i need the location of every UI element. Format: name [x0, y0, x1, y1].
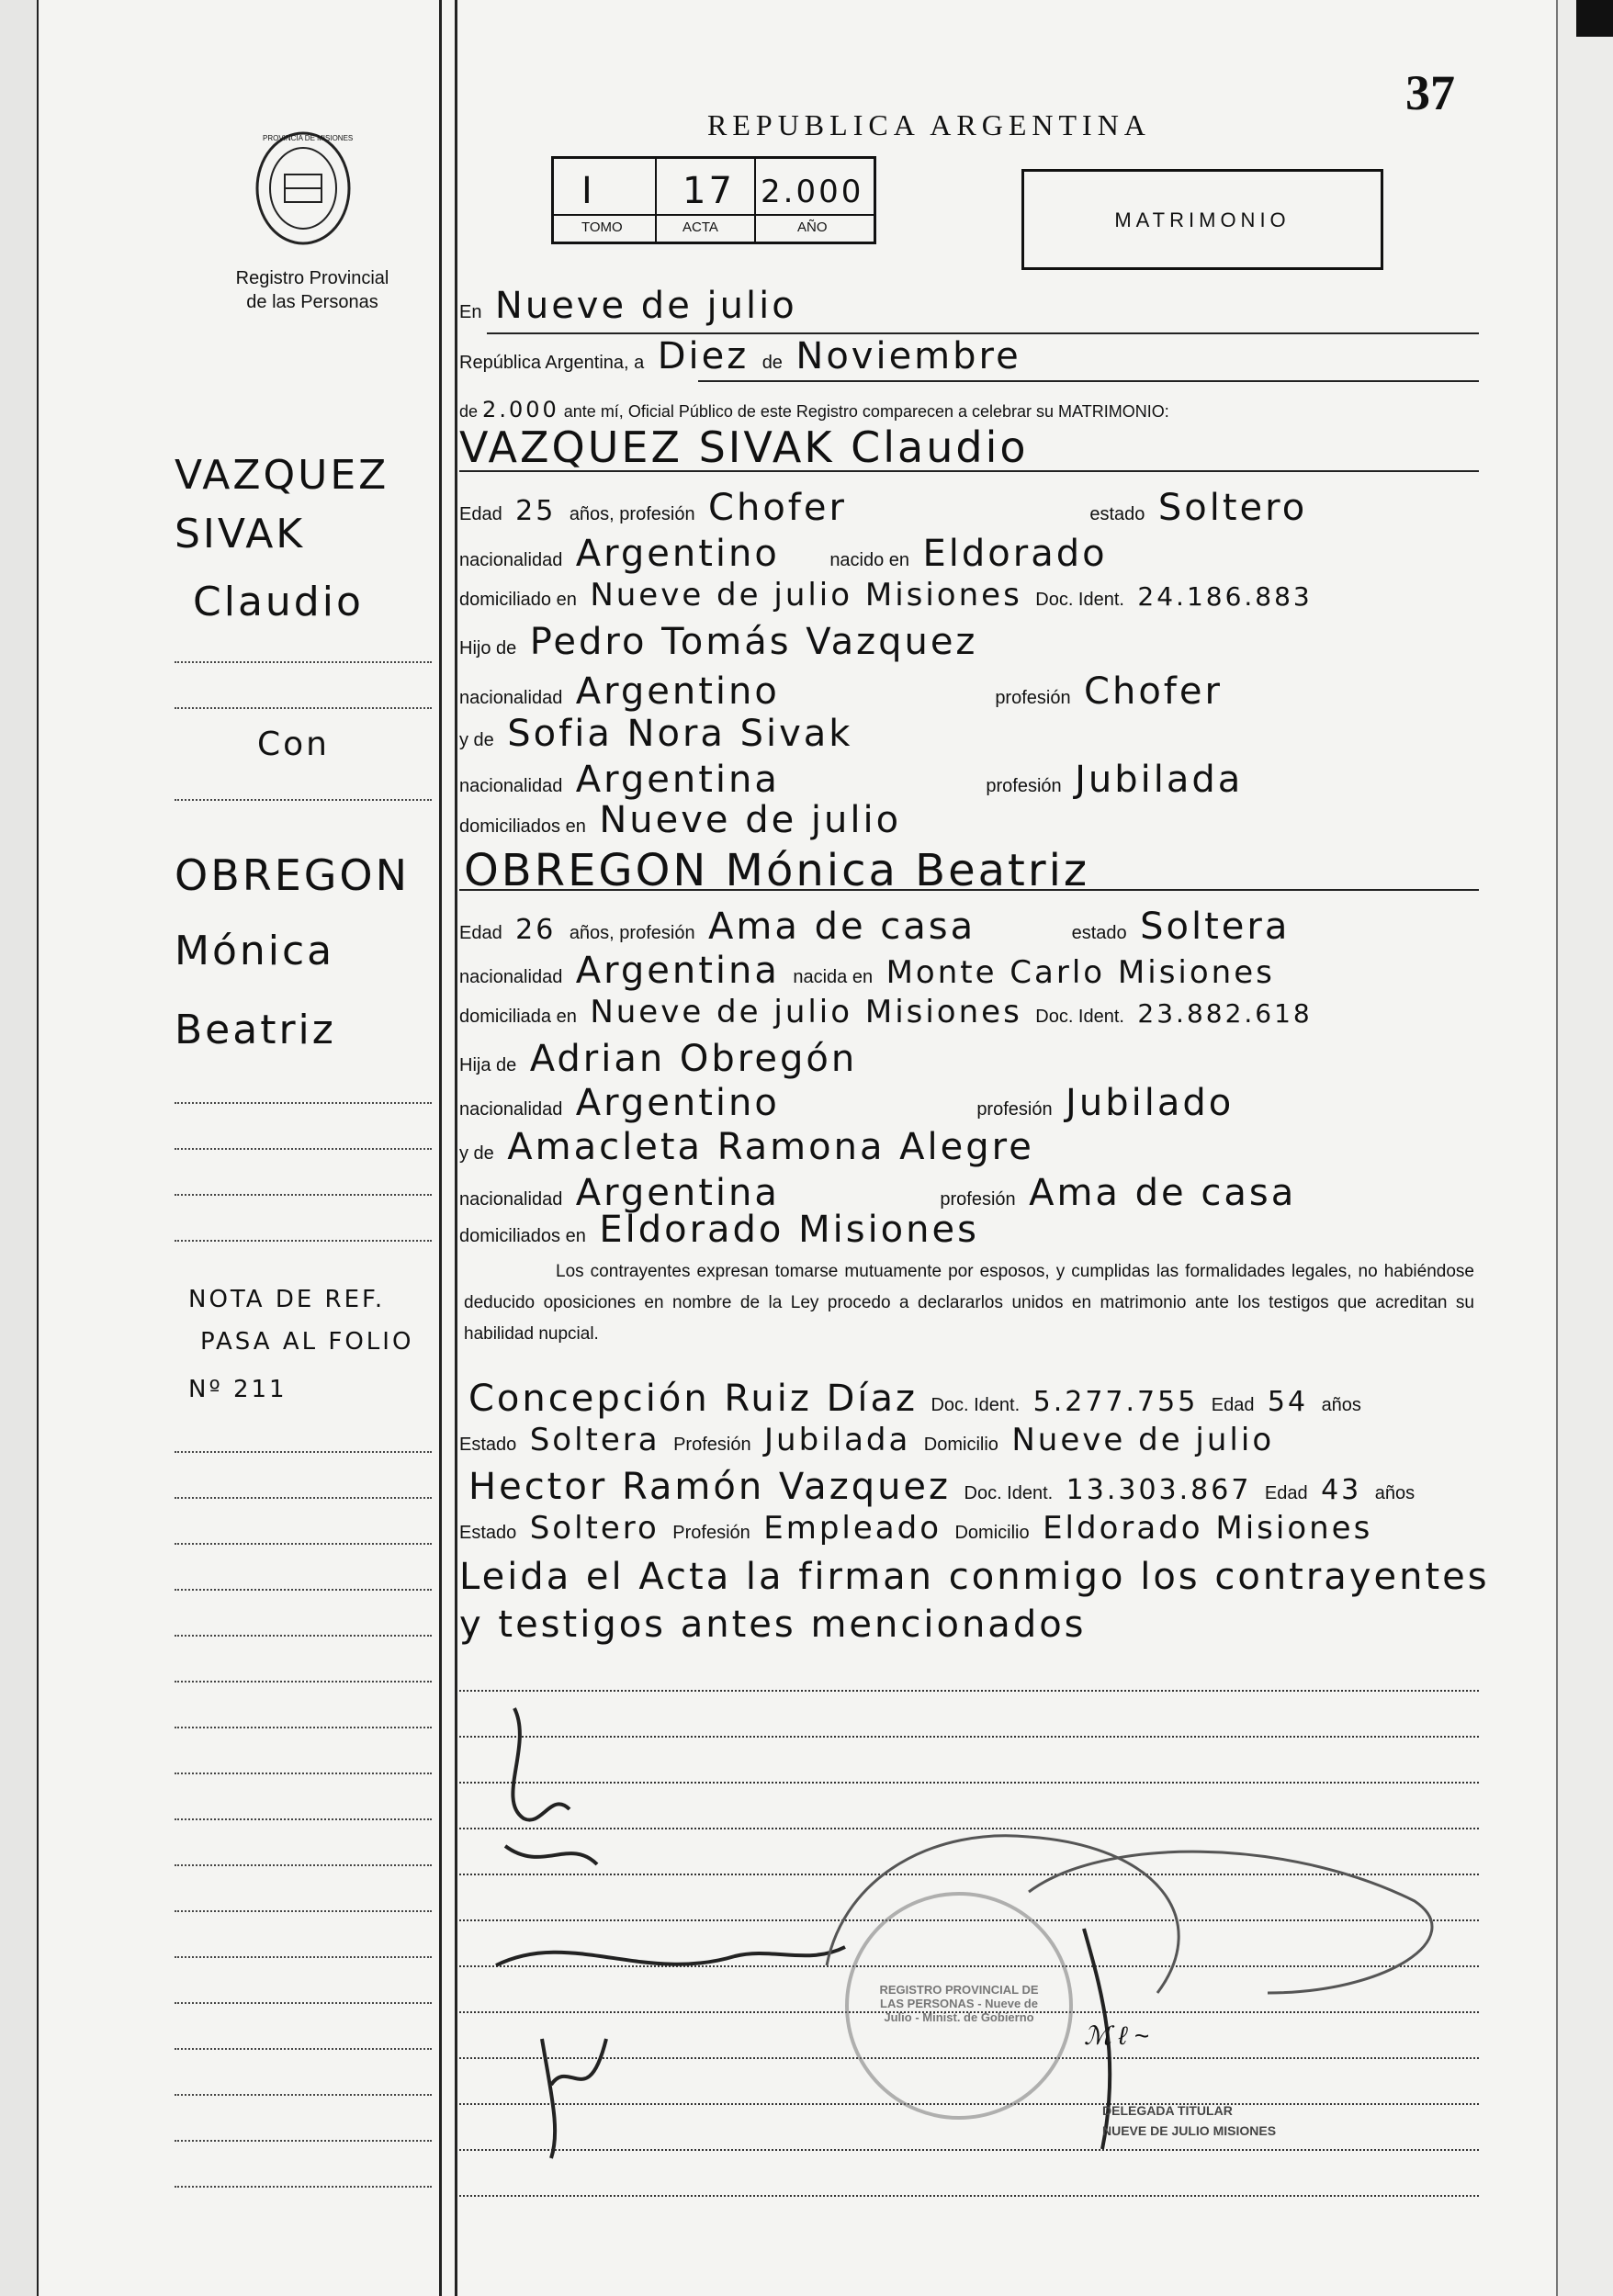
note-line1: NOTA DE REF. — [188, 1286, 386, 1313]
acta-value: 17 — [682, 170, 735, 212]
witness1-estado: Soltera — [529, 1422, 660, 1458]
bride-mother: Amacleta Ramona Alegre — [507, 1126, 1034, 1168]
profesion-label: Profesión — [672, 1523, 750, 1543]
anos-label: años, profesión — [569, 923, 695, 943]
domiciliada-label: domiciliada en — [459, 1007, 577, 1027]
margin-groom-given: Claudio — [193, 579, 364, 625]
bride-doc: 23.882.618 — [1137, 998, 1313, 1029]
registry-line2: de las Personas — [246, 292, 378, 312]
hija-label: Hija de — [459, 1055, 517, 1075]
bride-domicile: Nueve de julio Misiones — [590, 994, 1022, 1030]
edad-label: Edad — [459, 923, 502, 943]
groom-father: Pedro Tomás Vazquez — [529, 621, 978, 663]
domicilio-label: Domicilio — [923, 1435, 998, 1455]
domiciliados-label: domiciliados en — [459, 816, 586, 837]
bride-marital: Soltera — [1140, 906, 1291, 948]
row-groom-mother — [459, 713, 1479, 757]
seal-text: PROVINCIA DE MISIONES — [263, 134, 354, 142]
row-bride-father — [459, 1038, 1479, 1082]
year-value: 2.000 — [482, 397, 559, 422]
row-witness2-name — [459, 1466, 1479, 1510]
province-seal-icon — [253, 129, 354, 248]
tomo-value: I — [581, 170, 595, 212]
ano-value: 2.000 — [761, 174, 864, 210]
row-witness2-info — [459, 1510, 1479, 1554]
nacida-label: nacida en — [793, 967, 874, 987]
yde-label: y de — [459, 1143, 494, 1164]
official-stamp-line1: DELEGADA TITULAR — [1102, 2103, 1233, 2118]
acta-label: ACTA — [682, 219, 718, 235]
official-stamp-line2: NUEVE DE JULIO MISIONES — [1102, 2123, 1277, 2138]
row-bride-nat — [459, 950, 1479, 994]
place-value: Nueve de julio — [494, 285, 797, 327]
declaration-text: Los contrayentes expresan tomarse mutuamente por esposos, y cumplidas las formalidades legales, no habiéndose deducido oposiciones en nombre de la Ley procedo a declararlos unidos en matrimonio ante los testigos que acreditan su habilidad nupcial. — [464, 1262, 1474, 1344]
row-year — [459, 397, 1488, 422]
row-date — [459, 335, 1479, 379]
page-number: 37 — [1405, 65, 1455, 120]
right-page-edge — [1556, 0, 1613, 2296]
row-groom-father-nat — [459, 670, 1479, 715]
anos-label: años — [1321, 1395, 1361, 1415]
estado-label: Estado — [459, 1435, 517, 1455]
bride-birthplace: Monte Carlo Misiones — [885, 954, 1275, 991]
bride-profession: Ama de casa — [708, 906, 976, 948]
hijo-label: Hijo de — [459, 638, 517, 658]
witness2-name: Hector Ramón Vazquez — [468, 1466, 952, 1508]
estado-label: estado — [1071, 923, 1127, 943]
nacionalidad-label: nacionalidad — [459, 1099, 563, 1120]
note-line2: PASA AL FOLIO — [200, 1328, 414, 1356]
witness2-doc: 13.303.867 — [1066, 1474, 1252, 1506]
corner — [1576, 0, 1613, 37]
witness2-estado: Soltero — [529, 1510, 660, 1547]
domicilio-label: domiciliado en — [459, 590, 577, 610]
witness1-profession: Jubilada — [764, 1422, 911, 1458]
edad-label: Edad — [1211, 1395, 1255, 1415]
closing-line2: y testigos antes mencionados — [459, 1604, 1087, 1646]
de-label: de — [761, 353, 783, 373]
bride-father-prof: Jubilado — [1066, 1082, 1235, 1124]
profesion-label: profesión — [986, 776, 1062, 796]
margin-bride-surname: OBREGON — [175, 850, 411, 900]
profesion-label: profesión — [976, 1099, 1053, 1120]
nacionalidad-label: nacionalidad — [459, 967, 563, 987]
witness1-domicile: Nueve de julio — [1011, 1422, 1275, 1458]
row-witness1-name — [459, 1378, 1479, 1422]
nacido-label: nacido en — [829, 550, 910, 570]
nacionalidad-label: nacionalidad — [459, 1189, 563, 1210]
edad-label: Edad — [459, 504, 502, 524]
registry-stamp-text: REGISTRO PROVINCIAL DE LAS PERSONAS - Nueve de Julio - Minist. de Gobierno — [879, 1983, 1039, 2024]
note-line3: Nº 211 — [188, 1376, 288, 1403]
witness2-age: 43 — [1321, 1474, 1362, 1506]
bride-father: Adrian Obregón — [529, 1038, 858, 1080]
row-groom-father — [459, 621, 1479, 665]
witness2-domicile: Eldorado Misiones — [1043, 1510, 1373, 1547]
registry-name — [184, 266, 441, 314]
day-value: Diez — [657, 335, 750, 377]
row-bride-mother — [459, 1126, 1479, 1170]
doc-label: Doc. Ident. — [931, 1395, 1021, 1415]
yde-label: y de — [459, 730, 494, 750]
groom-father-nat: Argentino — [575, 670, 780, 713]
groom-profession: Chofer — [708, 487, 847, 529]
bride-full-name: OBREGON Mónica Beatriz — [464, 845, 1090, 896]
groom-mother-nat: Argentina — [575, 759, 780, 801]
witness1-age: 54 — [1267, 1386, 1309, 1418]
bride-parents-domicile: Eldorado Misiones — [599, 1209, 979, 1251]
bride-nationality: Argentina — [575, 950, 780, 992]
en-label: En — [459, 302, 482, 322]
bride-mother-nat: Argentina — [575, 1172, 780, 1214]
country-title: REPUBLICA ARGENTINA — [707, 108, 1151, 141]
row-groom-mother-nat — [459, 759, 1479, 803]
estado-label: estado — [1089, 504, 1145, 524]
profesion-label: profesión — [940, 1189, 1016, 1210]
margin-bride-given1: Mónica — [175, 928, 335, 974]
bride-age: 26 — [515, 914, 557, 946]
groom-mother: Sofia Nora Sivak — [507, 713, 853, 755]
left-page-edge — [0, 0, 39, 2296]
nacionalidad-label: nacionalidad — [459, 550, 563, 570]
doc-type-box — [1021, 169, 1383, 270]
domicilio-label: Domicilio — [954, 1523, 1030, 1543]
witness1-name: Concepción Ruiz Díaz — [468, 1378, 918, 1420]
row-bride-father-nat — [459, 1082, 1479, 1126]
groom-mother-prof: Jubilada — [1075, 759, 1244, 801]
year-prefix: de — [459, 402, 479, 421]
groom-doc: 24.186.883 — [1137, 581, 1313, 612]
domiciliados-label: domiciliados en — [459, 1226, 586, 1246]
doc-type: MATRIMONIO — [1114, 208, 1291, 231]
row-bride-parents-dom — [459, 1209, 1479, 1253]
ano-label: AÑO — [797, 219, 828, 235]
month-value: Noviembre — [795, 335, 1021, 377]
bride-mother-prof: Ama de casa — [1029, 1172, 1297, 1214]
registry-stamp — [845, 1892, 1073, 2120]
anos-label: años — [1374, 1483, 1416, 1503]
row-place — [459, 285, 1479, 329]
row-groom-nat — [459, 533, 1479, 577]
bride-father-nat: Argentino — [575, 1082, 780, 1124]
margin-bride-given2: Beatriz — [175, 1007, 336, 1053]
row-groom-age — [459, 487, 1479, 531]
edad-label: Edad — [1264, 1483, 1308, 1503]
margin-groom-surname1: VAZQUEZ — [175, 452, 389, 499]
groom-marital: Soltero — [1157, 487, 1308, 529]
closing-line1: Leida el Acta la firman conmigo los contrayentes — [459, 1556, 1490, 1598]
margin-connector: Con — [257, 726, 330, 763]
groom-birthplace: Eldorado — [922, 533, 1108, 575]
groom-age: 25 — [515, 495, 557, 527]
ante-text: ante mí, Oficial Público de este Registro comparecen a celebrar su MATRIMONIO: — [563, 402, 1169, 421]
margin-groom-surname2: SIVAK — [175, 511, 306, 557]
row-witness1-info — [459, 1422, 1479, 1466]
tomo-label: TOMO — [581, 219, 623, 235]
doc-label: Doc. Ident. — [964, 1483, 1054, 1503]
doc-label: Doc. Ident. — [1035, 590, 1124, 610]
row-groom-parents-dom — [459, 799, 1479, 843]
groom-parents-domicile: Nueve de julio — [599, 799, 902, 841]
profesion-label: profesión — [995, 688, 1071, 708]
profesion-label: Profesión — [673, 1435, 751, 1455]
record-id-box — [551, 156, 876, 244]
registry-line1: Registro Provincial — [235, 268, 389, 288]
official-signature-icon: ℳ ℓ ~ — [1084, 2021, 1149, 2050]
groom-nationality: Argentino — [575, 533, 780, 575]
groom-full-name: VAZQUEZ SIVAK Claudio — [459, 422, 1029, 472]
republica-label: República Argentina, a — [459, 353, 645, 373]
groom-domicile: Nueve de julio Misiones — [590, 577, 1022, 613]
witness1-doc: 5.277.755 — [1032, 1386, 1199, 1418]
row-groom-dom — [459, 577, 1479, 621]
row-bride-dom — [459, 994, 1479, 1038]
row-bride-age — [459, 906, 1479, 950]
nacionalidad-label: nacionalidad — [459, 776, 563, 796]
witness2-profession: Empleado — [763, 1510, 942, 1547]
nacionalidad-label: nacionalidad — [459, 688, 563, 708]
doc-label: Doc. Ident. — [1035, 1007, 1124, 1027]
groom-father-prof: Chofer — [1084, 670, 1223, 713]
estado-label: Estado — [459, 1523, 517, 1543]
page-binding — [439, 0, 457, 2296]
anos-label: años, profesión — [569, 504, 695, 524]
